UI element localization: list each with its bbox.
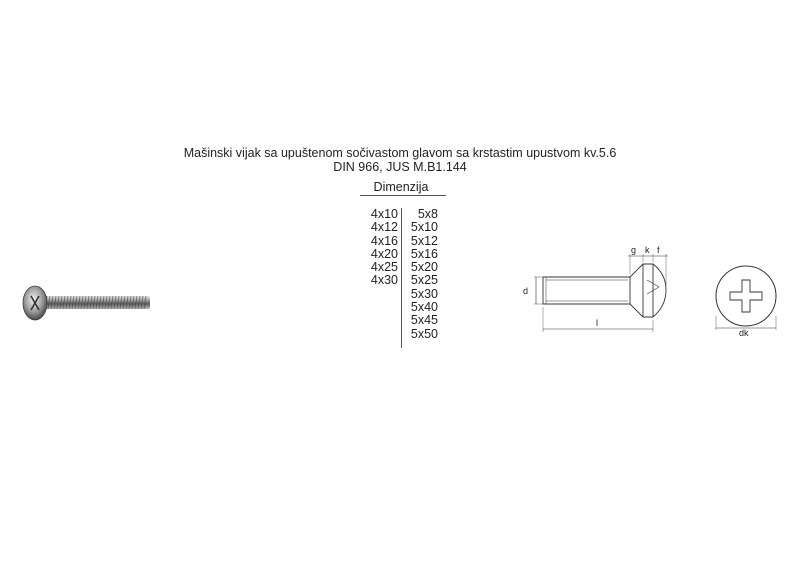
- screw-head-drawing: [706, 258, 790, 338]
- dimension-cell: 5x30: [410, 286, 438, 301]
- dimension-cell: 5x12: [410, 233, 438, 248]
- dimension-column-m5: [406, 208, 438, 341]
- dimension-cell: 4x20: [370, 246, 398, 261]
- dimension-cell: 4x16: [370, 233, 398, 248]
- dimension-cell: 4x30: [370, 273, 398, 288]
- dimension-cell: 5x25: [410, 273, 438, 288]
- dimension-cell: 4x12: [370, 220, 398, 235]
- label-l: l: [596, 318, 598, 328]
- dimension-cell: 5x45: [410, 313, 438, 328]
- label-k: k: [645, 245, 650, 255]
- dimension-cell: 4x10: [370, 207, 398, 221]
- dimension-cell: 5x20: [410, 260, 438, 275]
- dimension-column-m4: [360, 208, 398, 288]
- label-f: f: [657, 245, 660, 255]
- header-underline: [360, 195, 446, 196]
- dimension-header: Dimenzija: [373, 180, 429, 194]
- screw-photo: [18, 280, 153, 326]
- screw-side-drawing: [518, 240, 678, 340]
- product-title: Mašinski vijak sa upuštenom sočivastom glavom sa krstastim upustvom kv.5.6: [183, 146, 617, 160]
- column-divider: [401, 208, 402, 348]
- label-d: d: [523, 286, 529, 296]
- dimension-cell: 5x10: [410, 220, 438, 235]
- dimension-cell: 5x50: [410, 326, 438, 341]
- dimension-cell: 5x16: [410, 246, 438, 261]
- label-dk: dk: [739, 328, 749, 338]
- label-g: g: [631, 245, 637, 255]
- standard-subtitle: DIN 966, JUS M.B1.144: [333, 160, 467, 174]
- dimension-cell: 4x25: [370, 260, 398, 275]
- dimension-cell: 5x8: [417, 207, 438, 221]
- dimension-cell: 5x40: [410, 300, 438, 315]
